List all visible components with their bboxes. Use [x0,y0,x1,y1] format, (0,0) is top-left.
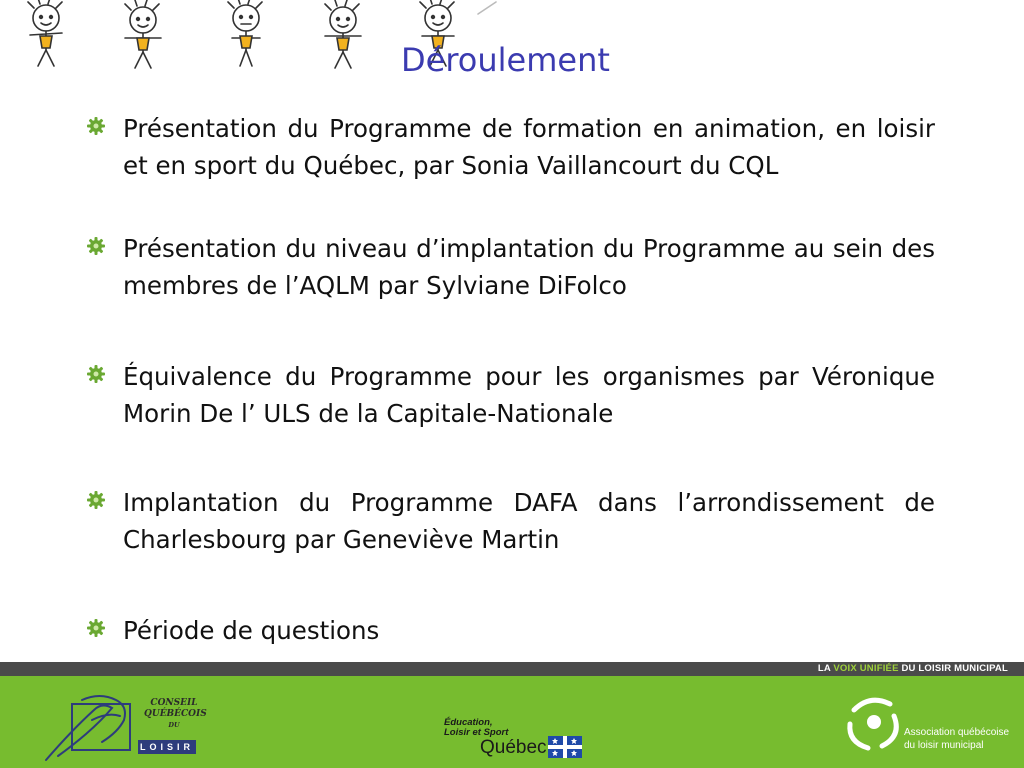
footer-tagline [818,663,1008,674]
slide-title: Déroulement [401,41,610,79]
aqlm-name [904,726,1009,752]
aqlm-line1: Association québécoise [904,727,1010,738]
bullet-text: Présentation du Programme de formation en animation, en loisir et en sport du Québec, par Sonia Vaillancourt du CQL [123,114,935,180]
cql-line3: DU [168,721,180,729]
gear-bullet-icon [86,236,106,256]
gear-bullet-icon [86,490,106,510]
tagline-prefix: LA [817,663,834,674]
cql-loisir-badge: LOISIR [139,742,194,752]
tagline-highlight: VOIX UNIFIÉE [833,663,899,674]
bullet-text: Implantation du Programme DAFA dans l’arrondissement de Charlesbourg par Geneviève Martin [123,488,935,554]
gear-bullet-icon [86,364,106,384]
gear-bullet-icon [86,618,106,638]
elsq-line1: Éducation, [444,717,493,728]
quebec-flag-icon [548,736,582,758]
aqlm-line2: du loisir municipal [904,740,984,751]
elsq-line2: Loisir et Sport [444,727,509,738]
cql-name [144,698,207,731]
bullet-text: Présentation du niveau d’implantation du Programme au sein des membres de l’AQLM par Sylviane DiFolco [123,234,935,300]
bullet-text: Période de questions [123,616,380,645]
cql-line1: CONSEIL [150,698,198,708]
cql-line2: QUÉBÉCOIS [144,709,207,719]
quebec-wordmark: Québec [480,737,547,758]
tagline-suffix: DU LOISIR MUNICIPAL [898,663,1008,674]
elsq-ministry-name [444,718,508,738]
bullet-text: Équivalence du Programme pour les organismes par Véronique Morin De l’ ULS de la Capitale-Nationale [123,362,935,428]
gear-bullet-icon [86,116,106,136]
aqlm-logo-icon [842,690,906,754]
